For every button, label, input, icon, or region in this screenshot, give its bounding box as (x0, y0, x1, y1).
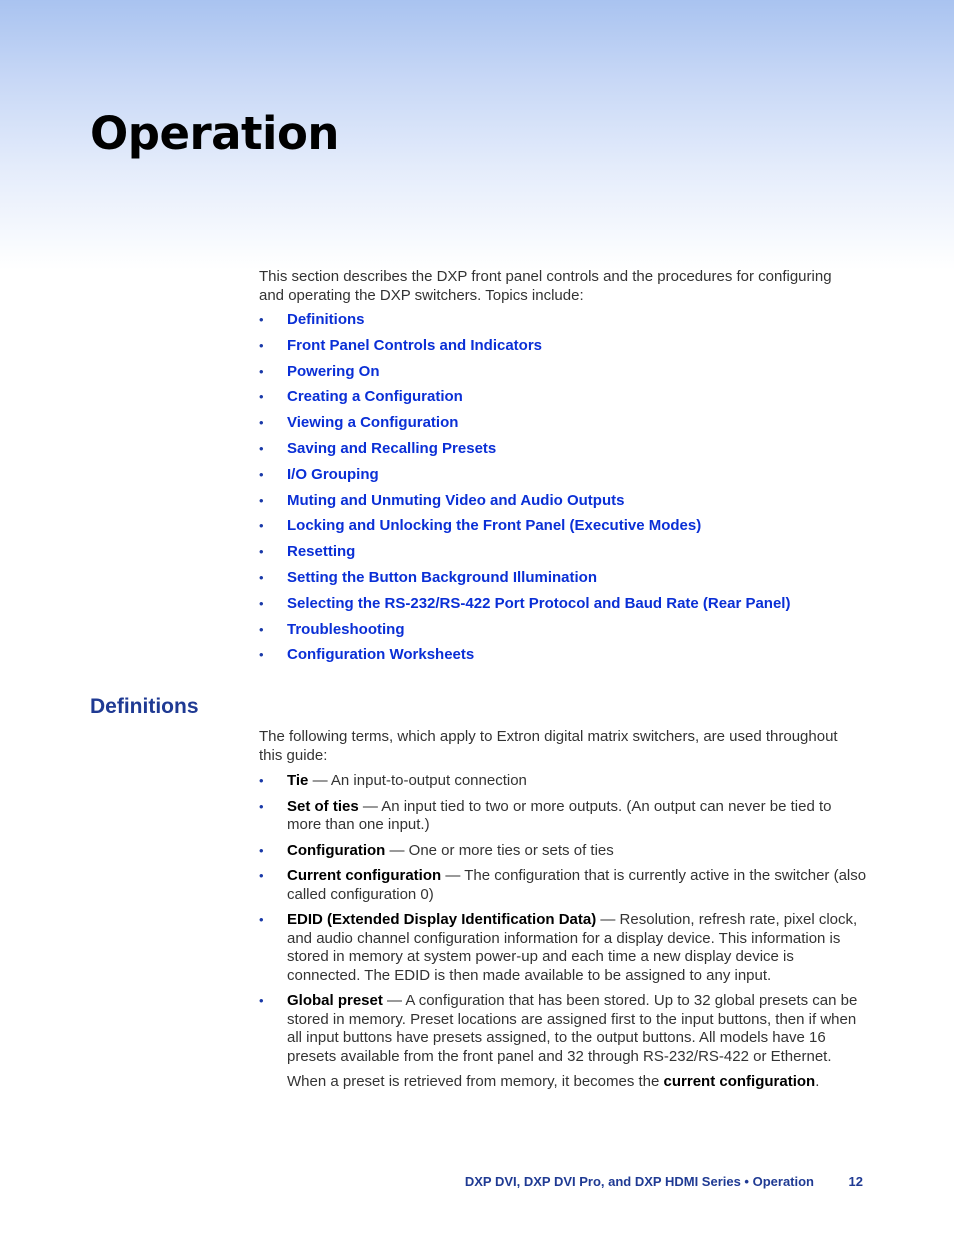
topic-link-troubleshooting[interactable]: Troubleshooting (287, 620, 405, 638)
definition-item (259, 842, 869, 861)
definition-text: — One or more ties or sets of ties (385, 841, 614, 859)
definition-text: — A configuration that has been stored. Up to 32 global presets can be stored in memory. Preset locations are assigned first to the input buttons, then if when all input buttons have presets assigned, to the output buttons. All models have 16 presets available from the front panel and 32 through RS-232/RS-422 or Ethernet. (287, 992, 858, 1065)
definition-term: Current configuration (287, 867, 442, 884)
definition-term: Tie (287, 772, 309, 789)
list-item (259, 568, 869, 594)
bullet-icon: • (259, 868, 264, 883)
definitions-list (259, 772, 869, 1099)
note-bold-term: current configuration (663, 1073, 816, 1090)
list-item (259, 336, 869, 362)
topic-link-saving-presets[interactable]: Saving and Recalling Presets (287, 439, 497, 457)
list-item (259, 645, 869, 671)
topic-link-front-panel-controls[interactable]: Front Panel Controls and Indicators (287, 336, 543, 354)
bullet-icon: • (259, 569, 264, 585)
bullet-icon: • (259, 993, 264, 1008)
list-item (259, 491, 869, 517)
definition-text: — An input tied to two or more outputs. (An output can never be tied to more than one input.) (287, 797, 832, 833)
topic-link-creating-configuration[interactable]: Creating a Configuration (287, 388, 463, 406)
bullet-icon: • (259, 440, 264, 456)
bullet-icon: • (259, 798, 264, 814)
list-item (259, 516, 869, 542)
section-heading-definitions: Definitions (90, 695, 199, 718)
bullet-icon: • (259, 647, 264, 663)
definition-item (259, 992, 869, 1092)
list-item (259, 387, 869, 413)
bullet-icon: • (259, 312, 264, 327)
definition-item (259, 911, 869, 985)
bullet-icon: • (259, 389, 264, 405)
bullet-icon: • (259, 773, 264, 788)
page-number: 12 (848, 1174, 863, 1189)
topic-link-resetting[interactable]: Resetting (287, 543, 356, 561)
bullet-icon: • (259, 842, 264, 858)
definition-note (287, 1073, 869, 1092)
bullet-icon: • (259, 492, 264, 508)
definition-term: Set of ties (287, 797, 359, 815)
topics-list (259, 310, 869, 671)
note-prefix: When a preset is retrieved from memory, it becomes the (287, 1073, 664, 1090)
definition-term: Global preset (287, 992, 383, 1009)
definition-term: Configuration (287, 841, 386, 859)
note-suffix: . (815, 1073, 820, 1090)
bullet-icon: • (259, 415, 264, 431)
bullet-icon: • (259, 337, 264, 353)
definitions-intro: The following terms, which apply to Extron digital matrix switchers, are used throughout this guide: (259, 728, 838, 764)
topic-link-viewing-configuration[interactable]: Viewing a Configuration (287, 414, 459, 432)
bullet-icon: • (259, 518, 264, 534)
list-item (259, 594, 869, 620)
topic-link-button-illumination[interactable]: Setting the Button Background Illumination (287, 568, 597, 586)
bullet-icon: • (259, 466, 264, 482)
topic-link-powering-on[interactable]: Powering On (287, 362, 380, 380)
topic-link-port-protocol[interactable]: Selecting the RS-232/RS-422 Port Protocol and Baud Rate (Rear Panel) (287, 594, 791, 612)
list-item (259, 465, 869, 491)
bullet-icon: • (259, 912, 264, 927)
list-item (259, 439, 869, 465)
list-item (259, 542, 869, 568)
intro-paragraph: This section describes the DXP front panel controls and the procedures for configuring and operating the DXP switchers. Topics include: (259, 268, 832, 304)
definition-text: — The configuration that is currently active in the switcher (also called configuration 0) (287, 867, 867, 903)
definition-item (259, 867, 869, 904)
bullet-icon: • (259, 595, 264, 611)
footer-title: DXP DVI, DXP DVI Pro, and DXP HDMI Series • Operation (464, 1174, 814, 1189)
definition-item (259, 772, 869, 791)
list-item (259, 362, 869, 388)
list-item (259, 310, 869, 336)
topic-link-muting[interactable]: Muting and Unmuting Video and Audio Outputs (287, 491, 625, 509)
page-title: Operation (90, 107, 339, 160)
bullet-icon: • (259, 544, 264, 560)
definition-item (259, 798, 869, 835)
topic-link-worksheets[interactable]: Configuration Worksheets (287, 646, 475, 664)
bullet-icon: • (259, 363, 264, 379)
definition-text: — An input-to-output connection (308, 772, 527, 789)
list-item (259, 620, 869, 646)
definition-text: — Resolution, refresh rate, pixel clock, and audio channel configuration information for a display device. This information is stored in memory at system power-up and each time a new display device is connected. The EDID is then made available to be assigned to any input. (287, 911, 858, 984)
bullet-icon: • (259, 621, 264, 637)
definition-term: EDID (Extended Display Identification Data) (287, 911, 597, 928)
topic-link-definitions[interactable]: Definitions (287, 311, 365, 328)
topic-link-locking[interactable]: Locking and Unlocking the Front Panel (Executive Modes) (287, 517, 702, 535)
list-item (259, 413, 869, 439)
topic-link-io-grouping[interactable]: I/O Grouping (287, 465, 379, 483)
